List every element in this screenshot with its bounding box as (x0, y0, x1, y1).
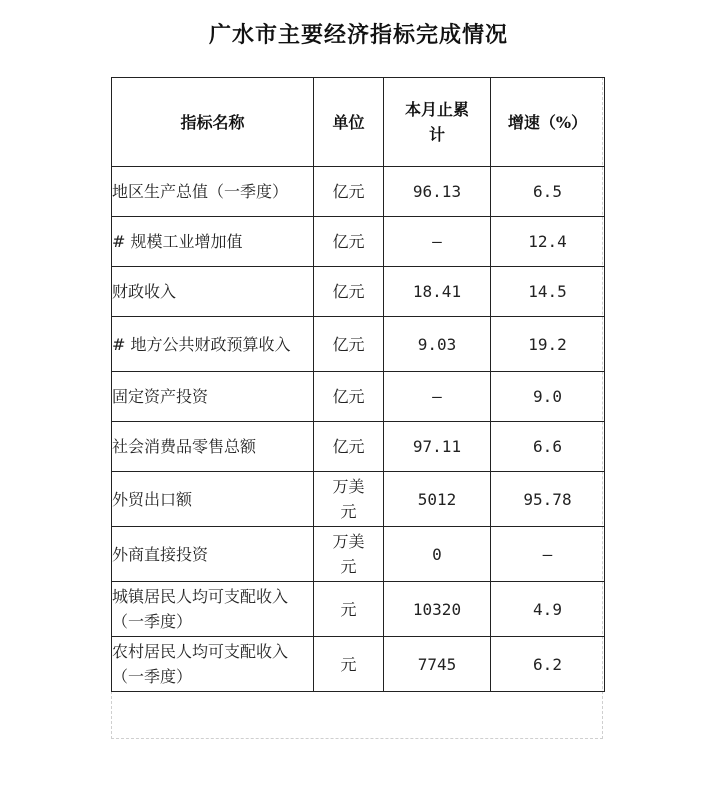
indicator-unit: 元 (314, 582, 384, 637)
indicator-growth: 6.6 (491, 422, 605, 472)
indicator-name: 固定资产投资 (112, 372, 314, 422)
table-row (112, 372, 605, 422)
indicator-cumulative: 5012 (384, 472, 491, 527)
table-row (112, 582, 605, 637)
table-row (112, 527, 605, 582)
indicator-unit: 亿元 (314, 317, 384, 372)
indicator-growth: 95.78 (491, 472, 605, 527)
indicator-name: 城镇居民人均可支配收入（一季度） (112, 582, 314, 637)
indicator-unit: 亿元 (314, 372, 384, 422)
table-row (112, 167, 605, 217)
indicator-unit: 元 (314, 637, 384, 692)
header-growth-rate: 增速（%） (491, 78, 605, 167)
page-title: 广水市主要经济指标完成情况 (208, 22, 508, 48)
indicator-name: 地区生产总值（一季度） (112, 167, 314, 217)
indicator-name: 农村居民人均可支配收入（一季度） (112, 637, 314, 692)
table-row (112, 472, 605, 527)
indicator-cumulative: — (384, 217, 491, 267)
indicator-unit: 万美元 (314, 472, 384, 527)
indicator-cumulative: 18.41 (384, 267, 491, 317)
indicator-growth: 12.4 (491, 217, 605, 267)
indicator-growth: 4.9 (491, 582, 605, 637)
indicator-name: 外贸出口额 (112, 472, 314, 527)
indicator-unit: 亿元 (314, 267, 384, 317)
indicator-growth: 6.5 (491, 167, 605, 217)
indicator-unit: 万美元 (314, 527, 384, 582)
header-cumulative: 本月止累计 (384, 78, 491, 167)
indicator-growth: — (491, 527, 605, 582)
indicator-cumulative: 7745 (384, 637, 491, 692)
table-row (112, 217, 605, 267)
indicator-growth: 9.0 (491, 372, 605, 422)
indicator-cumulative: 0 (384, 527, 491, 582)
indicator-cumulative: 10320 (384, 582, 491, 637)
header-unit: 单位 (314, 78, 384, 167)
indicator-unit: 亿元 (314, 167, 384, 217)
table-row (112, 317, 605, 372)
table-row (112, 637, 605, 692)
indicator-growth: 6.2 (491, 637, 605, 692)
indicator-unit: 亿元 (314, 217, 384, 267)
indicators-table (111, 77, 605, 692)
indicator-cumulative: 96.13 (384, 167, 491, 217)
table-row (112, 267, 605, 317)
indicator-cumulative: 97.11 (384, 422, 491, 472)
indicator-name: # 规模工业增加值 (112, 217, 314, 267)
indicator-growth: 19.2 (491, 317, 605, 372)
indicator-name: 社会消费品零售总额 (112, 422, 314, 472)
indicator-unit: 亿元 (314, 422, 384, 472)
indicator-cumulative: 9.03 (384, 317, 491, 372)
indicator-growth: 14.5 (491, 267, 605, 317)
indicator-cumulative: — (384, 372, 491, 422)
table-header-row (112, 78, 605, 167)
header-indicator-name: 指标名称 (112, 78, 314, 167)
indicator-name: 外商直接投资 (112, 527, 314, 582)
indicator-name: 财政收入 (112, 267, 314, 317)
indicator-name: # 地方公共财政预算收入 (112, 317, 314, 372)
table-row (112, 422, 605, 472)
